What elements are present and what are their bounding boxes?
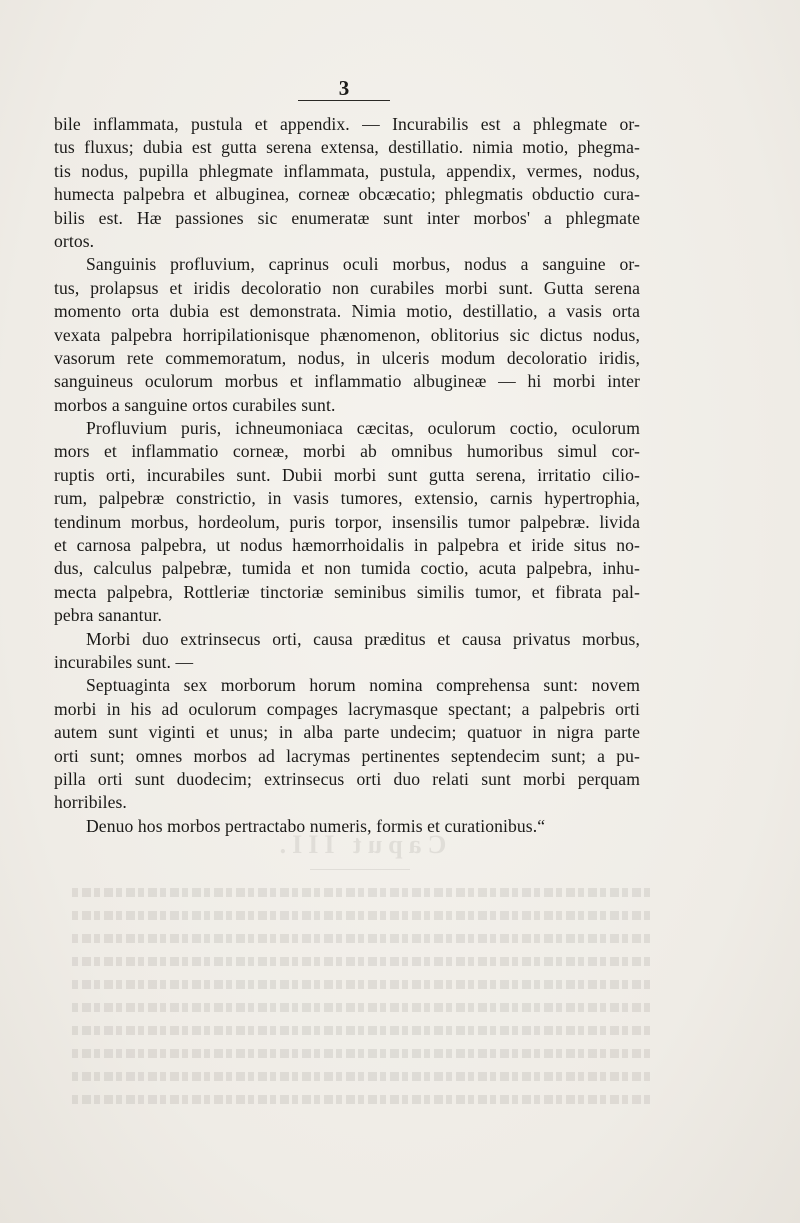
text-line: morbos a sanguine ortos curabiles sunt. <box>54 394 336 415</box>
paragraph <box>54 417 640 628</box>
text-line: sanguineus oculorum morbus et inflammatio albugineæ — hi morbi inter <box>54 371 640 392</box>
text-line: Morbi duo extrinsecus orti, causa præditus et causa privatus morbus, <box>86 628 640 649</box>
text-line: mecta palpebra, Rottleriæ tinctoriæ seminibus similis tumor, et fibrata pal- <box>54 581 640 602</box>
paragraph <box>54 628 640 675</box>
text-line: Septuaginta sex morborum horum nomina comprehensa sunt: novem <box>86 675 640 696</box>
text-line: dus, calculus palpebræ, tumida et non tumida coctio, acuta palpebra, inhu- <box>54 558 640 579</box>
text-line: autem sunt viginti et unus; in alba parte undecim; quatuor in nigra parte <box>54 722 640 743</box>
text-line: pebra sanantur. <box>54 605 162 626</box>
text-line: Sanguinis profluvium, caprinus oculi morbus, nodus a sanguine or- <box>86 254 640 275</box>
text-line: tis nodus, pupilla phlegmate inflammata, pustula, appendix, vermes, nodus, <box>54 160 640 181</box>
text-line: rum, palpebræ constrictio, in vasis tumores, extensio, carnis hypertrophia, <box>54 488 640 509</box>
text-line: Denuo hos morbos pertractabo numeris, formis et curationibus.“ <box>86 815 546 836</box>
text-line: mors et inflammatio corneæ, morbi ab omnibus humoribus simul cor- <box>54 441 640 462</box>
text-line: orti sunt; omnes morbos ad lacrymas pertinentes septendecim sunt; a pu- <box>54 745 640 766</box>
text-line: momento orta dubia est demonstrata. Nimia motio, destillatio, a vasis orta <box>54 301 640 322</box>
show-through-heading: Caput III. <box>273 830 447 859</box>
text-line: incurabiles sunt. — <box>54 651 194 672</box>
text-line: tendinum morbus, hordeolum, puris torpor, insensilis tumor palpebræ. livida <box>54 511 640 532</box>
page-number: 3 <box>338 76 350 100</box>
text-line: ortos. <box>54 230 95 251</box>
text-line: morbi in his ad oculorum compages lacrymasque spectant; a palpebris orti <box>54 698 640 719</box>
text-line: bile inflammata, pustula et appendix. — Incurabilis est a phlegmate or- <box>54 114 640 134</box>
text-line: tus, prolapsus et iridis decoloratio non curabiles morbi sunt. Gutta serena <box>54 277 640 298</box>
text-line: ruptis orti, incurabiles sunt. Dubii morbi sunt gutta serena, irritatio cilio- <box>54 464 640 485</box>
text-line: vexata palpebra horripilationisque phænomenon, oblitorius sic dictus nodus, <box>54 324 640 345</box>
paragraph <box>54 815 640 838</box>
paragraph <box>54 253 640 417</box>
paragraph <box>54 113 640 253</box>
text-line: Profluvium puris, ichneumoniaca cæcitas, oculorum coctio, oculorum <box>86 418 640 439</box>
text-line: vasorum rete commemoratum, nodus, in ulceris modum decoloratio iridis, <box>54 347 640 368</box>
header-rule <box>298 100 390 101</box>
text-line: et carnosa palpebra, ut nodus hæmorrhoidalis in palpebra et iride situs no- <box>54 535 640 556</box>
paragraph <box>54 674 640 814</box>
text-line: bilis est. Hæ passiones sic enumeratæ sunt inter morbos' a phlegmate <box>54 207 640 228</box>
text-line: tus fluxus; dubia est gutta serena extensa, destillatio. nimia motio, phegma- <box>54 137 640 158</box>
text-line: humecta palpebra et albuginea, corneæ obcæcatio; phlegmatis obductio cura- <box>54 184 640 205</box>
body-text <box>54 113 640 838</box>
text-line: pilla orti sunt duodecim; extrinsecus orti duo relati sunt morbi perquam <box>54 768 640 789</box>
text-line: horribiles. <box>54 792 127 813</box>
show-through-verso <box>60 825 660 1165</box>
